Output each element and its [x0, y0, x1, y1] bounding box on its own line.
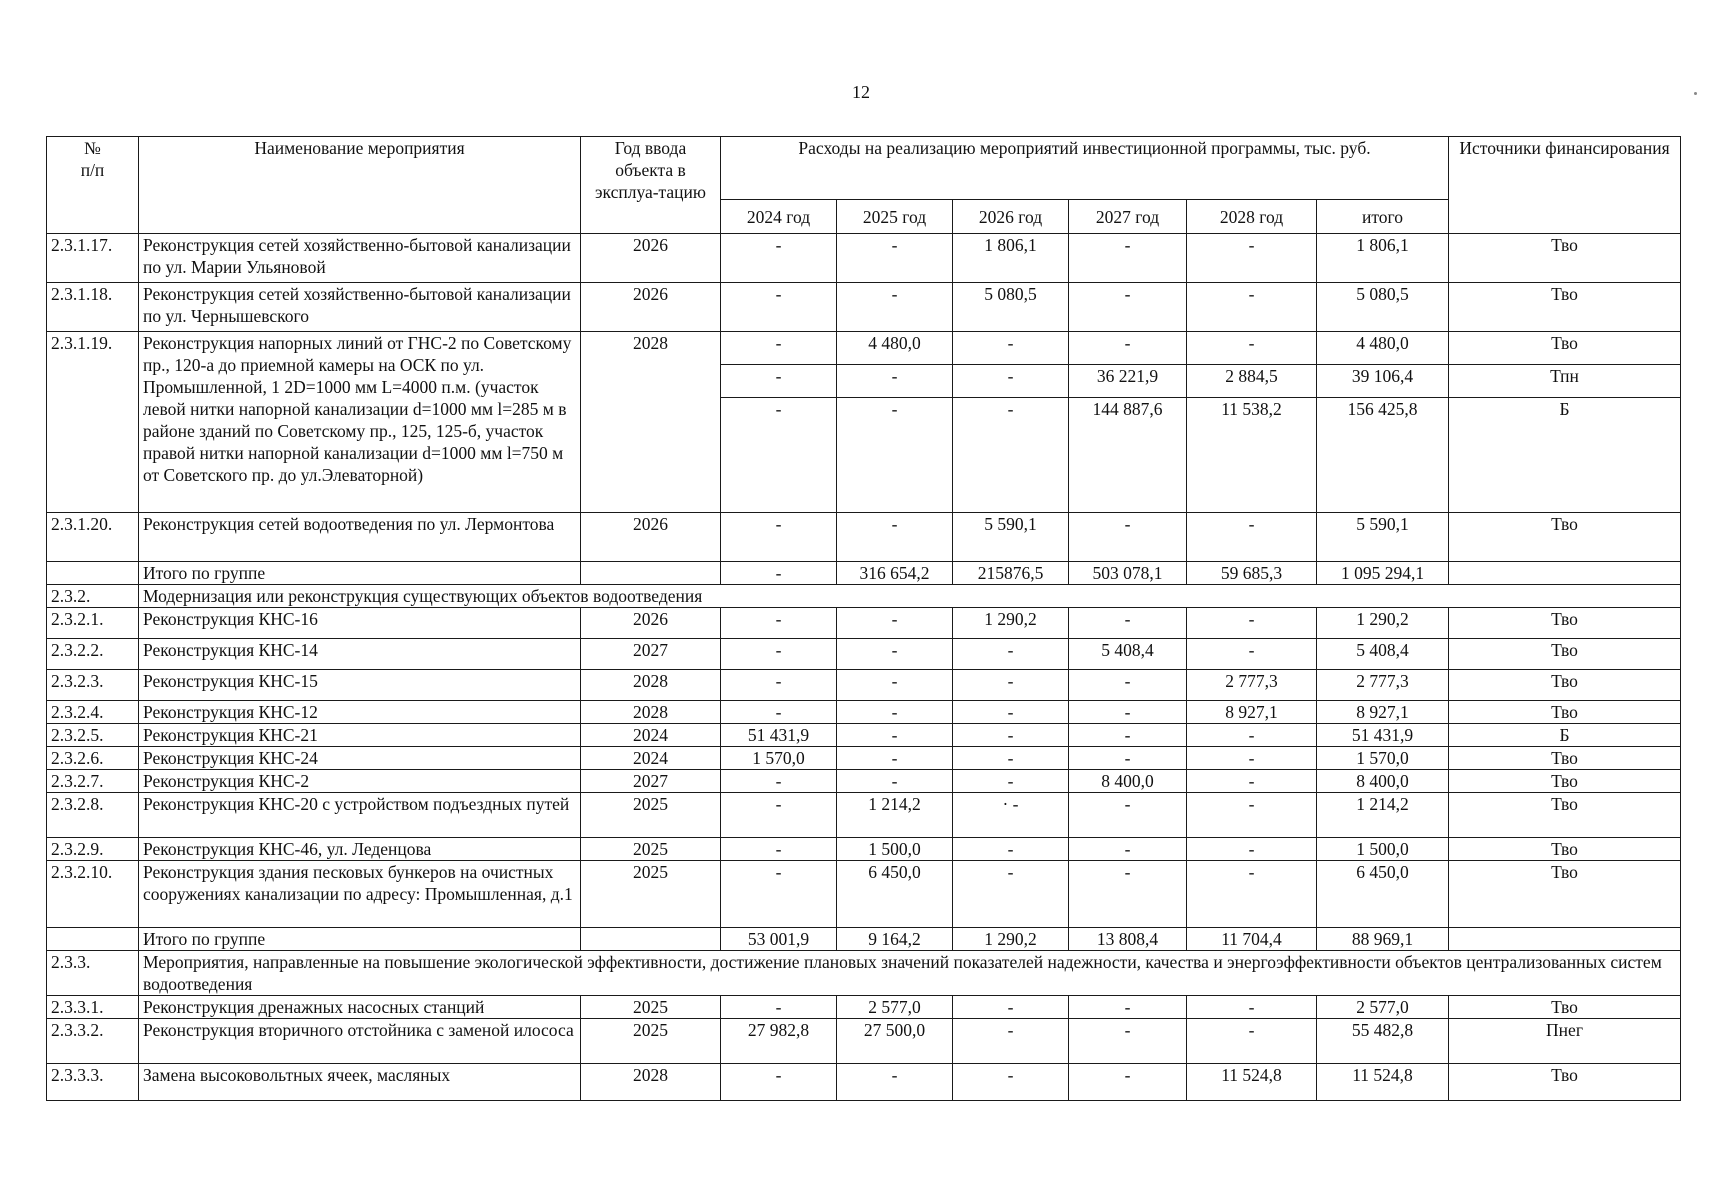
- cell-2027: -: [1069, 1019, 1187, 1064]
- cell-2026: 215876,5: [953, 562, 1069, 585]
- cell-2026: -: [953, 398, 1069, 513]
- cell-total: 6 450,0: [1317, 861, 1449, 928]
- table-row: [47, 770, 1681, 793]
- cell-2026: 1 290,2: [953, 608, 1069, 639]
- cell-2026: -: [953, 365, 1069, 398]
- cell-2024: -: [721, 332, 837, 365]
- row-number: 2.3.3.2.: [47, 1019, 139, 1064]
- row-number: 2.3.1.18.: [47, 283, 139, 332]
- cell-2026: 5 590,1: [953, 513, 1069, 562]
- header-year-col: 2024 год: [721, 200, 837, 234]
- row-number: 2.3.2.8.: [47, 793, 139, 838]
- cell-2028: -: [1187, 861, 1317, 928]
- cell-source: Тво: [1449, 838, 1681, 861]
- cell-source: Тво: [1449, 701, 1681, 724]
- row-name: Реконструкция сетей водоотведения по ул. Лермонтова: [139, 513, 581, 562]
- cell-total: 8 400,0: [1317, 770, 1449, 793]
- cell-source: Тво: [1449, 747, 1681, 770]
- cell-2024: 53 001,9: [721, 928, 837, 951]
- cell-2025: 4 480,0: [837, 332, 953, 365]
- row-name: Реконструкция дренажных насосных станций: [139, 996, 581, 1019]
- cell-2028: 11 538,2: [1187, 398, 1317, 513]
- cell-2026: -: [953, 747, 1069, 770]
- row-name: Реконструкция КНС-20 с устройством подъездных путей: [139, 793, 581, 838]
- cell-2027: -: [1069, 724, 1187, 747]
- row-name: Реконструкция сетей хозяйственно-бытовой канализации по ул. Марии Ульяновой: [139, 234, 581, 283]
- table-row: [47, 670, 1681, 701]
- cell-source: Тво: [1449, 996, 1681, 1019]
- cell-2026: 5 080,5: [953, 283, 1069, 332]
- cell-2028: -: [1187, 1019, 1317, 1064]
- section-title: Мероприятия, направленные на повышение экологической эффективности, достижение плановых значений показателей надежности, качества и энергоэффективности объектов централизованных систем водоотведения: [139, 951, 1681, 996]
- row-name: Реконструкция КНС-12: [139, 701, 581, 724]
- table-row: [47, 724, 1681, 747]
- cell-2024: -: [721, 365, 837, 398]
- group-total-label: Итого по группе: [139, 928, 581, 951]
- empty-cell: [581, 928, 721, 951]
- empty-cell: [581, 562, 721, 585]
- row-year: 2026: [581, 513, 721, 562]
- row-number: 2.3.3.3.: [47, 1064, 139, 1101]
- cell-2027: -: [1069, 608, 1187, 639]
- row-name: Реконструкция напорных линий от ГНС-2 по Советскому пр., 120-а до приемной камеры на ОСК по ул. Промышленной, 1 2D=1000 мм L=4000 п.м. (участок левой нитки напорной канализации d=1000 мм l=285 м в районе зданий по Советскому пр., 125, 125-б, участок правой нитки напорной канализации d=1000 мм l=750 м от Советского пр. до ул.Элеваторной): [139, 332, 581, 513]
- cell-total: 1 806,1: [1317, 234, 1449, 283]
- cell-source: Тво: [1449, 770, 1681, 793]
- cell-2028: -: [1187, 513, 1317, 562]
- cell-total: 1 095 294,1: [1317, 562, 1449, 585]
- table-row: [47, 332, 1681, 365]
- cell-2027: 144 887,6: [1069, 398, 1187, 513]
- cell-source: Тво: [1449, 283, 1681, 332]
- cell-2026: -: [953, 1019, 1069, 1064]
- table-row: [47, 838, 1681, 861]
- cell-2024: -: [721, 670, 837, 701]
- cell-2025: 27 500,0: [837, 1019, 953, 1064]
- cell-total: 5 080,5: [1317, 283, 1449, 332]
- cell-2024: -: [721, 398, 837, 513]
- cell-2028: -: [1187, 283, 1317, 332]
- cell-total: 1 290,2: [1317, 608, 1449, 639]
- cell-source: Тво: [1449, 513, 1681, 562]
- row-number: 2.3.2.10.: [47, 861, 139, 928]
- table-row: [47, 1019, 1681, 1064]
- cell-2027: -: [1069, 701, 1187, 724]
- cell-2025: -: [837, 639, 953, 670]
- header-total-col: итого: [1317, 200, 1449, 234]
- cell-source: Тво: [1449, 639, 1681, 670]
- header-source: Источники финансирования: [1449, 137, 1681, 234]
- cell-2025: 1 500,0: [837, 838, 953, 861]
- empty-cell: [1449, 562, 1681, 585]
- cell-2025: 9 164,2: [837, 928, 953, 951]
- cell-source: Б: [1449, 724, 1681, 747]
- row-name: Реконструкция вторичного отстойника с заменой илососа: [139, 1019, 581, 1064]
- table-row: [47, 639, 1681, 670]
- cell-2027: -: [1069, 747, 1187, 770]
- cell-total: 39 106,4: [1317, 365, 1449, 398]
- cell-2024: 51 431,9: [721, 724, 837, 747]
- cell-2025: -: [837, 770, 953, 793]
- cell-2028: -: [1187, 747, 1317, 770]
- cell-2024: -: [721, 793, 837, 838]
- group-total-label: Итого по группе: [139, 562, 581, 585]
- cell-2028: -: [1187, 234, 1317, 283]
- cell-total: 1 500,0: [1317, 838, 1449, 861]
- cell-2026: -: [953, 861, 1069, 928]
- cell-2024: -: [721, 283, 837, 332]
- cell-2024: -: [721, 608, 837, 639]
- row-year: 2025: [581, 996, 721, 1019]
- cell-source: Тво: [1449, 1064, 1681, 1101]
- cell-2028: -: [1187, 793, 1317, 838]
- row-number: 2.3.1.20.: [47, 513, 139, 562]
- cell-2026: -: [953, 639, 1069, 670]
- cell-2026: -: [953, 838, 1069, 861]
- cell-2024: -: [721, 770, 837, 793]
- cell-2025: 1 214,2: [837, 793, 953, 838]
- cell-2028: -: [1187, 770, 1317, 793]
- cell-2025: -: [837, 1064, 953, 1101]
- cell-2026: -: [953, 996, 1069, 1019]
- row-number: 2.3.2.3.: [47, 670, 139, 701]
- table-row: [47, 861, 1681, 928]
- cell-total: 1 570,0: [1317, 747, 1449, 770]
- group-total-row: [47, 562, 1681, 585]
- cell-2024: -: [721, 234, 837, 283]
- row-name: Реконструкция КНС-24: [139, 747, 581, 770]
- cell-2027: 503 078,1: [1069, 562, 1187, 585]
- cell-total: 8 927,1: [1317, 701, 1449, 724]
- cell-2025: -: [837, 747, 953, 770]
- cell-2024: -: [721, 1064, 837, 1101]
- empty-cell: [47, 928, 139, 951]
- cell-2026: -: [953, 770, 1069, 793]
- section-row: [47, 585, 1681, 608]
- cell-2027: 8 400,0: [1069, 770, 1187, 793]
- row-name: Реконструкция КНС-15: [139, 670, 581, 701]
- table-row: [47, 701, 1681, 724]
- row-year: 2027: [581, 770, 721, 793]
- row-name: Реконструкция КНС-14: [139, 639, 581, 670]
- cell-2027: -: [1069, 861, 1187, 928]
- cell-2028: 11 704,4: [1187, 928, 1317, 951]
- empty-cell: [1449, 928, 1681, 951]
- header-num: № п/п: [47, 137, 139, 234]
- cell-total: 4 480,0: [1317, 332, 1449, 365]
- header-year-col: 2027 год: [1069, 200, 1187, 234]
- row-name: Реконструкция здания песковых бункеров на очистных сооружениях канализации по адресу: Промышленная, д.1: [139, 861, 581, 928]
- cell-source: Тво: [1449, 793, 1681, 838]
- investment-program-table: [46, 136, 1681, 1101]
- cell-2027: -: [1069, 996, 1187, 1019]
- cell-2027: 36 221,9: [1069, 365, 1187, 398]
- table-row: [47, 747, 1681, 770]
- cell-2025: 316 654,2: [837, 562, 953, 585]
- section-title: Модернизация или реконструкция существующих объектов водоотведения: [139, 585, 1681, 608]
- cell-2028: 59 685,3: [1187, 562, 1317, 585]
- table-row: [47, 1064, 1681, 1101]
- cell-2026: -: [953, 1064, 1069, 1101]
- table-row: [47, 608, 1681, 639]
- row-number: 2.3.2.4.: [47, 701, 139, 724]
- row-number: 2.3.2.9.: [47, 838, 139, 861]
- row-number: 2.3.2.2.: [47, 639, 139, 670]
- cell-total: 55 482,8: [1317, 1019, 1449, 1064]
- cell-2028: 8 927,1: [1187, 701, 1317, 724]
- cell-2028: -: [1187, 996, 1317, 1019]
- row-year: 2024: [581, 724, 721, 747]
- cell-source: Тво: [1449, 861, 1681, 928]
- cell-2024: -: [721, 838, 837, 861]
- scan-speck: [1694, 92, 1697, 95]
- row-name: Реконструкция сетей хозяйственно-бытовой канализации по ул. Чернышевского: [139, 283, 581, 332]
- cell-2027: -: [1069, 332, 1187, 365]
- section-number: 2.3.3.: [47, 951, 139, 996]
- row-year: 2024: [581, 747, 721, 770]
- cell-total: 2 577,0: [1317, 996, 1449, 1019]
- cell-total: 2 777,3: [1317, 670, 1449, 701]
- cell-2025: -: [837, 608, 953, 639]
- cell-2026: -: [953, 701, 1069, 724]
- row-number: 2.3.1.17.: [47, 234, 139, 283]
- row-number: 2.3.2.1.: [47, 608, 139, 639]
- cell-2028: -: [1187, 608, 1317, 639]
- row-year: 2025: [581, 1019, 721, 1064]
- cell-2027: -: [1069, 283, 1187, 332]
- header-costs: Расходы на реализацию мероприятий инвестиционной программы, тыс. руб.: [721, 137, 1449, 200]
- cell-total: 156 425,8: [1317, 398, 1449, 513]
- row-year: 2025: [581, 838, 721, 861]
- section-row: [47, 951, 1681, 996]
- cell-source: Тво: [1449, 332, 1681, 365]
- cell-2025: 2 577,0: [837, 996, 953, 1019]
- cell-2026: -: [953, 670, 1069, 701]
- cell-2025: -: [837, 234, 953, 283]
- table-row: [47, 996, 1681, 1019]
- cell-2027: -: [1069, 234, 1187, 283]
- row-year: 2025: [581, 861, 721, 928]
- row-year: 2026: [581, 608, 721, 639]
- cell-2027: -: [1069, 793, 1187, 838]
- table-row: [47, 513, 1681, 562]
- cell-2024: -: [721, 861, 837, 928]
- row-number: 2.3.2.7.: [47, 770, 139, 793]
- row-name: Реконструкция КНС-16: [139, 608, 581, 639]
- empty-cell: [47, 562, 139, 585]
- cell-source: Тво: [1449, 670, 1681, 701]
- cell-2028: 2 884,5: [1187, 365, 1317, 398]
- cell-source: Тво: [1449, 234, 1681, 283]
- cell-source: Пнег: [1449, 1019, 1681, 1064]
- cell-2026: · -: [953, 793, 1069, 838]
- table-row: [47, 793, 1681, 838]
- header-year-col: 2026 год: [953, 200, 1069, 234]
- cell-2027: 5 408,4: [1069, 639, 1187, 670]
- row-number: 2.3.3.1.: [47, 996, 139, 1019]
- cell-2025: -: [837, 724, 953, 747]
- cell-total: 1 214,2: [1317, 793, 1449, 838]
- cell-2028: -: [1187, 724, 1317, 747]
- cell-total: 88 969,1: [1317, 928, 1449, 951]
- row-year: 2026: [581, 234, 721, 283]
- cell-total: 5 590,1: [1317, 513, 1449, 562]
- row-name: Реконструкция КНС-2: [139, 770, 581, 793]
- cell-2028: 11 524,8: [1187, 1064, 1317, 1101]
- cell-2027: 13 808,4: [1069, 928, 1187, 951]
- row-name: Реконструкция КНС-46, ул. Леденцова: [139, 838, 581, 861]
- table-row: [47, 283, 1681, 332]
- row-year: 2028: [581, 1064, 721, 1101]
- cell-2025: -: [837, 670, 953, 701]
- cell-2025: -: [837, 701, 953, 724]
- cell-2024: -: [721, 701, 837, 724]
- cell-2025: -: [837, 365, 953, 398]
- cell-2025: -: [837, 513, 953, 562]
- cell-2026: -: [953, 332, 1069, 365]
- group-total-row: [47, 928, 1681, 951]
- cell-2027: -: [1069, 1064, 1187, 1101]
- cell-source: Б: [1449, 398, 1681, 513]
- cell-2028: -: [1187, 332, 1317, 365]
- cell-total: 5 408,4: [1317, 639, 1449, 670]
- cell-2024: -: [721, 562, 837, 585]
- cell-2024: -: [721, 996, 837, 1019]
- row-year: 2028: [581, 701, 721, 724]
- row-number: 2.3.2.6.: [47, 747, 139, 770]
- cell-total: 11 524,8: [1317, 1064, 1449, 1101]
- cell-2024: 1 570,0: [721, 747, 837, 770]
- row-number: 2.3.2.5.: [47, 724, 139, 747]
- cell-2027: -: [1069, 513, 1187, 562]
- cell-2027: -: [1069, 670, 1187, 701]
- cell-2026: -: [953, 724, 1069, 747]
- table-row: [47, 234, 1681, 283]
- section-number: 2.3.2.: [47, 585, 139, 608]
- row-year: 2028: [581, 670, 721, 701]
- cell-2028: -: [1187, 639, 1317, 670]
- header-year: Год ввода объекта в эксплуа-тацию: [581, 137, 721, 234]
- cell-source: Тво: [1449, 608, 1681, 639]
- cell-2024: -: [721, 639, 837, 670]
- cell-2026: 1 806,1: [953, 234, 1069, 283]
- cell-source: Тпн: [1449, 365, 1681, 398]
- cell-2027: -: [1069, 838, 1187, 861]
- cell-2025: 6 450,0: [837, 861, 953, 928]
- cell-2025: -: [837, 283, 953, 332]
- cell-2025: -: [837, 398, 953, 513]
- cell-2028: -: [1187, 838, 1317, 861]
- header-year-col: 2025 год: [837, 200, 953, 234]
- cell-2024: 27 982,8: [721, 1019, 837, 1064]
- page-number: 12: [852, 82, 870, 102]
- row-year: 2025: [581, 793, 721, 838]
- row-year: 2028: [581, 332, 721, 513]
- cell-total: 51 431,9: [1317, 724, 1449, 747]
- cell-2026: 1 290,2: [953, 928, 1069, 951]
- header-year-col: 2028 год: [1187, 200, 1317, 234]
- cell-2028: 2 777,3: [1187, 670, 1317, 701]
- row-number: 2.3.1.19.: [47, 332, 139, 513]
- row-name: Замена высоковольтных ячеек, масляных: [139, 1064, 581, 1101]
- row-year: 2026: [581, 283, 721, 332]
- cell-2024: -: [721, 513, 837, 562]
- row-year: 2027: [581, 639, 721, 670]
- row-name: Реконструкция КНС-21: [139, 724, 581, 747]
- header-name: Наименование мероприятия: [139, 137, 581, 234]
